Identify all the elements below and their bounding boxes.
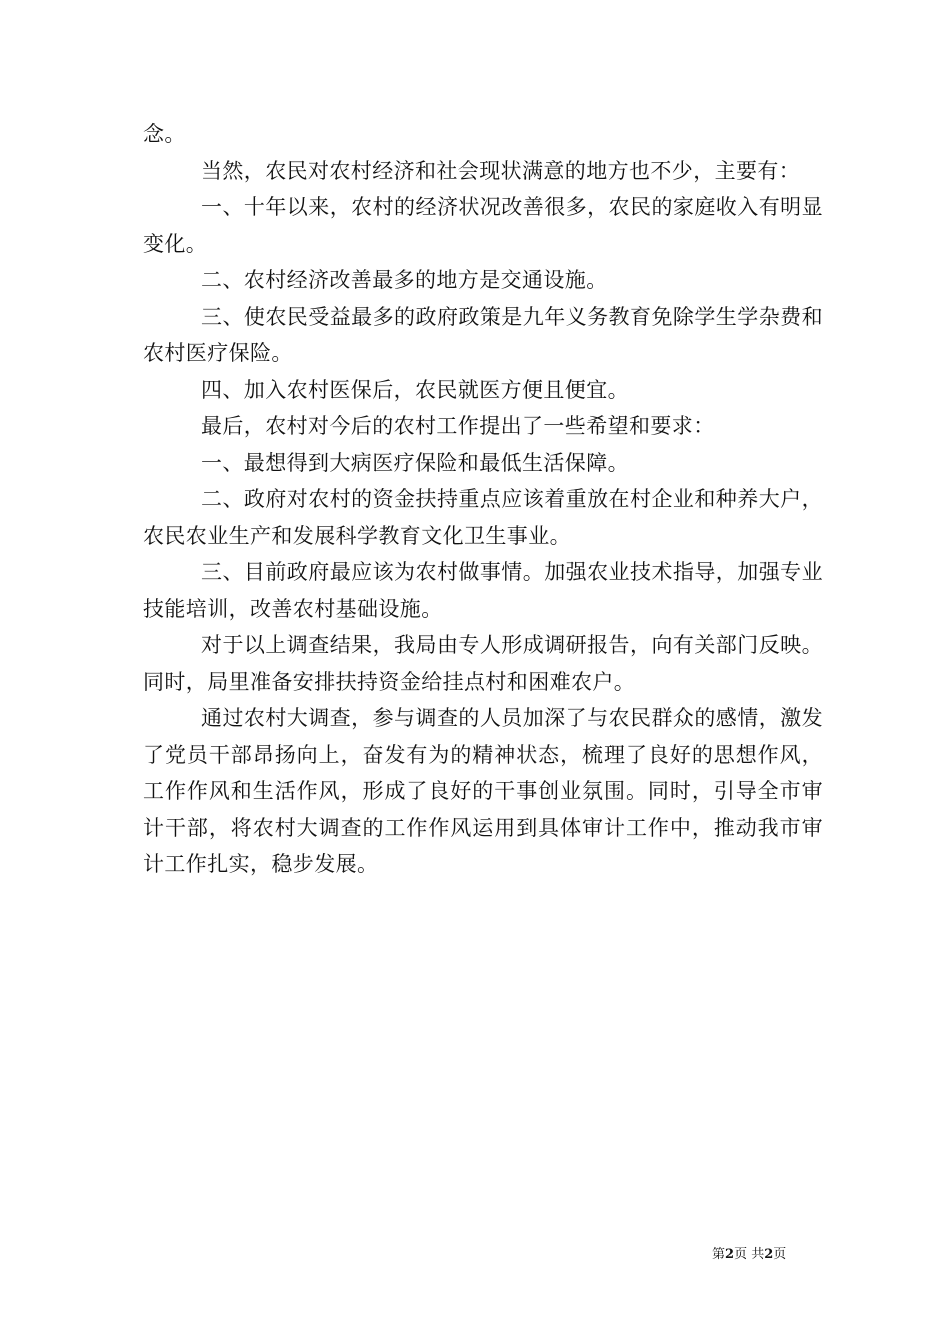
footer-prefix: 第 (712, 1247, 726, 1262)
paragraph: 二、农村经济改善最多的地方是交通设施。 (201, 268, 608, 292)
paragraph: 一、最想得到大病医疗保险和最低生活保障。 (201, 450, 629, 475)
paragraph: 对于以上调查结果，我局由专人形成调研报告，向有关部门反映。同时，局里准备安排扶持资金给挂点村和困难农户。 (143, 633, 823, 694)
document-body (143, 116, 823, 883)
footer-total-pages: 2 (764, 1247, 774, 1262)
footer-middle: 页 共 (734, 1247, 765, 1262)
paragraph: 当然，农民对农村经济和社会现状满意的地方也不少，主要有： (201, 158, 801, 183)
paragraph: 一、十年以来，农村的经济状况改善很多，农民的家庭收入有明显变化。 (143, 195, 823, 256)
footer-page-number: 2 (725, 1247, 735, 1262)
footer-suffix: 页 (773, 1247, 787, 1262)
paragraph: 三、目前政府最应该为农村做事情。加强农业技术指导，加强专业技能培训，改善农村基础设施。 (143, 560, 823, 621)
paragraph: 三、使农民受益最多的政府政策是九年义务教育免除学生学杂费和农村医疗保险。 (143, 304, 823, 365)
paragraph: 念。 (143, 122, 186, 146)
paragraph: 通过农村大调查，参与调查的人员加深了与农民群众的感情，激发了党员干部昂扬向上，奋发有为的精神状态，梳理了良好的思想作风，工作作风和生活作风，形成了良好的干事创业氛围。同时，引导全市审计干部，将农村大调查的工作作风运用到具体审计工作中，推动我市审计工作扎实，稳步发展。 (143, 706, 823, 876)
page-footer (712, 1246, 786, 1264)
paragraph: 最后，农村对今后的农村工作提出了一些希望和要求： (201, 414, 715, 438)
paragraph: 四、加入农村医保后，农民就医方便且便宜。 (201, 377, 629, 402)
paragraph: 二、政府对农村的资金扶持重点应该着重放在村企业和种养大户，农民农业生产和发展科学教育文化卫生事业。 (143, 487, 823, 548)
